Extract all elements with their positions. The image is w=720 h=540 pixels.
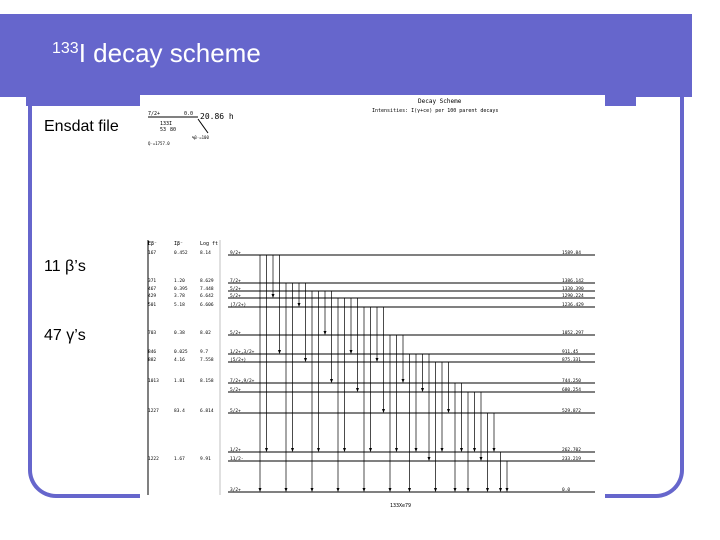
q-value: Q⁻=1757.0 — [148, 141, 170, 146]
level-beta-intensity: 0.395 — [174, 287, 188, 292]
scheme-subheader: Intensities: I(γ+ce) per 100 parent decays — [372, 108, 499, 114]
level-logft: 7.558 — [200, 358, 214, 363]
gamma-arrowhead — [402, 379, 405, 383]
level-logft: 6.814 — [200, 409, 214, 414]
gamma-arrowhead — [434, 488, 437, 492]
ensdat-label: Ensdat file — [44, 118, 119, 135]
parent-spin: 7/2+ — [148, 111, 161, 117]
gamma-arrowhead — [291, 448, 294, 452]
level-spin: 1/2+ — [230, 448, 241, 453]
slide-title — [52, 38, 261, 69]
gamma-arrowhead — [454, 488, 457, 492]
gamma-arrowhead — [395, 448, 398, 452]
level-energy: 1330.390 — [562, 287, 584, 292]
level-beta-energy: 846 — [148, 350, 157, 355]
level-energy: 233.219 — [562, 457, 581, 462]
gamma-arrowhead — [330, 379, 333, 383]
level-beta-intensity: 1.67 — [174, 457, 185, 462]
level-spin: (5/2+) — [230, 358, 247, 363]
parent-arrow — [198, 119, 208, 133]
level-energy: 744.250 — [562, 379, 581, 384]
gamma-arrowhead — [415, 448, 418, 452]
level-spin: 5/2+ — [230, 294, 241, 299]
gamma-arrowhead — [382, 409, 385, 413]
level-energy: 680.254 — [562, 388, 581, 393]
level-beta-intensity: 0.025 — [174, 350, 188, 355]
level-logft: 9.7 — [200, 350, 209, 355]
gamma-arrowhead — [441, 448, 444, 452]
level-beta-intensity: 1.81 — [174, 379, 185, 384]
level-beta-energy: 882 — [148, 358, 157, 363]
level-beta-intensity: 3.78 — [174, 294, 185, 299]
level-beta-energy: 1222 — [148, 457, 159, 462]
title-text: I decay scheme — [78, 38, 261, 68]
level-energy: 1236.429 — [562, 303, 584, 308]
level-energy: 911.45 — [562, 350, 579, 355]
gamma-count-label: 47 γ’s — [44, 327, 86, 344]
level-beta-energy: 371 — [148, 279, 157, 284]
gamma-arrowhead — [311, 488, 314, 492]
col-header-eb: Eβ⁻ — [148, 241, 158, 247]
gamma-arrowhead — [428, 457, 431, 461]
level-energy: 262.702 — [562, 448, 581, 453]
gamma-arrowhead — [467, 488, 470, 492]
level-logft: 9.91 — [200, 457, 211, 462]
level-logft: 6.606 — [200, 303, 214, 308]
level-spin: 11/2- — [230, 457, 244, 462]
level-logft: 7.448 — [200, 287, 214, 292]
gamma-arrowhead — [486, 488, 489, 492]
gamma-arrowhead — [337, 488, 340, 492]
gamma-arrowhead — [356, 388, 359, 392]
gamma-arrowhead — [499, 488, 502, 492]
gamma-arrowhead — [343, 448, 346, 452]
gamma-arrowhead — [278, 350, 281, 354]
gamma-arrowhead — [272, 294, 275, 298]
level-spin: 1/2+,3/2+ — [230, 350, 255, 355]
level-beta-intensity: 4.16 — [174, 358, 185, 363]
level-beta-intensity: 5.18 — [174, 303, 185, 308]
level-logft: 6.642 — [200, 294, 214, 299]
level-spin: (7/2+) — [230, 303, 247, 308]
col-header-logft: Log ft — [200, 241, 219, 247]
daughter-nuclide: 133Xe79 — [390, 503, 412, 509]
title-mass-number: 133 — [52, 40, 79, 57]
level-beta-energy: 1013 — [148, 379, 159, 384]
gamma-arrowhead — [304, 358, 307, 362]
scheme-header: Decay Scheme — [418, 98, 462, 105]
level-beta-energy: 167 — [148, 251, 157, 256]
beta-count-label: 11 β’s — [44, 258, 86, 275]
gamma-arrowhead — [389, 488, 392, 492]
branch-ratio: %β⁻=100 — [192, 135, 209, 140]
gamma-arrowhead — [324, 331, 327, 335]
gamma-arrowhead — [506, 488, 509, 492]
level-spin: 5/2+ — [230, 331, 241, 336]
halflife: 20.86 h — [200, 112, 234, 121]
level-logft: 8.158 — [200, 379, 214, 384]
level-beta-intensity: 83.4 — [174, 409, 185, 414]
gamma-arrowhead — [408, 488, 411, 492]
level-spin: 7/2+,9/2+ — [230, 379, 255, 384]
level-spin: 5/2+ — [230, 287, 241, 292]
level-spin: 9/2+ — [230, 251, 241, 256]
gamma-arrowhead — [369, 448, 372, 452]
gamma-arrowhead — [259, 488, 262, 492]
parent-nuclide: 133I — [160, 121, 173, 127]
gamma-arrowhead — [421, 388, 424, 392]
level-beta-intensity: 0.38 — [174, 331, 185, 336]
decay-scheme-diagram — [140, 95, 605, 515]
level-beta-energy: 467 — [148, 287, 157, 292]
level-logft: 8.629 — [200, 279, 214, 284]
gamma-arrowhead — [460, 448, 463, 452]
level-spin: 5/2+ — [230, 409, 241, 414]
level-energy: 875.331 — [562, 358, 581, 363]
level-beta-energy: 429 — [148, 294, 157, 299]
gamma-arrowhead — [447, 409, 450, 413]
level-beta-intensity: 1.20 — [174, 279, 185, 284]
gamma-arrowhead — [298, 303, 301, 307]
gamma-arrowhead — [376, 358, 379, 362]
parent-energy: 0.0 — [184, 111, 194, 117]
gamma-arrowhead — [473, 448, 476, 452]
level-spin: 5/2+ — [230, 388, 241, 393]
level-energy: 1589.84 — [562, 251, 581, 256]
level-beta-energy: 703 — [148, 331, 157, 336]
level-energy: 1386.142 — [562, 279, 584, 284]
decay-scheme-image — [140, 95, 605, 515]
level-logft: 8.14 — [200, 251, 211, 256]
level-spin: 7/2+ — [230, 279, 241, 284]
level-energy: 529.872 — [562, 409, 581, 414]
gamma-arrowhead — [480, 457, 483, 461]
parent-n: 80 — [170, 127, 177, 133]
level-group — [148, 250, 595, 493]
level-energy: 1290.224 — [562, 294, 584, 299]
gamma-arrowhead — [350, 350, 353, 354]
gamma-arrowhead — [493, 448, 496, 452]
gamma-arrowhead — [363, 488, 366, 492]
level-spin: 3/2+ — [230, 488, 241, 493]
parent-z: 53 — [160, 127, 167, 133]
level-beta-energy: 501 — [148, 303, 157, 308]
level-beta-intensity: 0.452 — [174, 251, 188, 256]
level-energy: 0.0 — [562, 488, 571, 493]
gamma-arrowhead — [317, 448, 320, 452]
gamma-arrowhead — [265, 448, 268, 452]
gamma-arrowhead — [285, 488, 288, 492]
level-energy: 1052.297 — [562, 331, 584, 336]
level-beta-energy: 1227 — [148, 409, 159, 414]
col-header-ib: Iβ⁻ — [174, 241, 184, 247]
level-logft: 8.02 — [200, 331, 211, 336]
